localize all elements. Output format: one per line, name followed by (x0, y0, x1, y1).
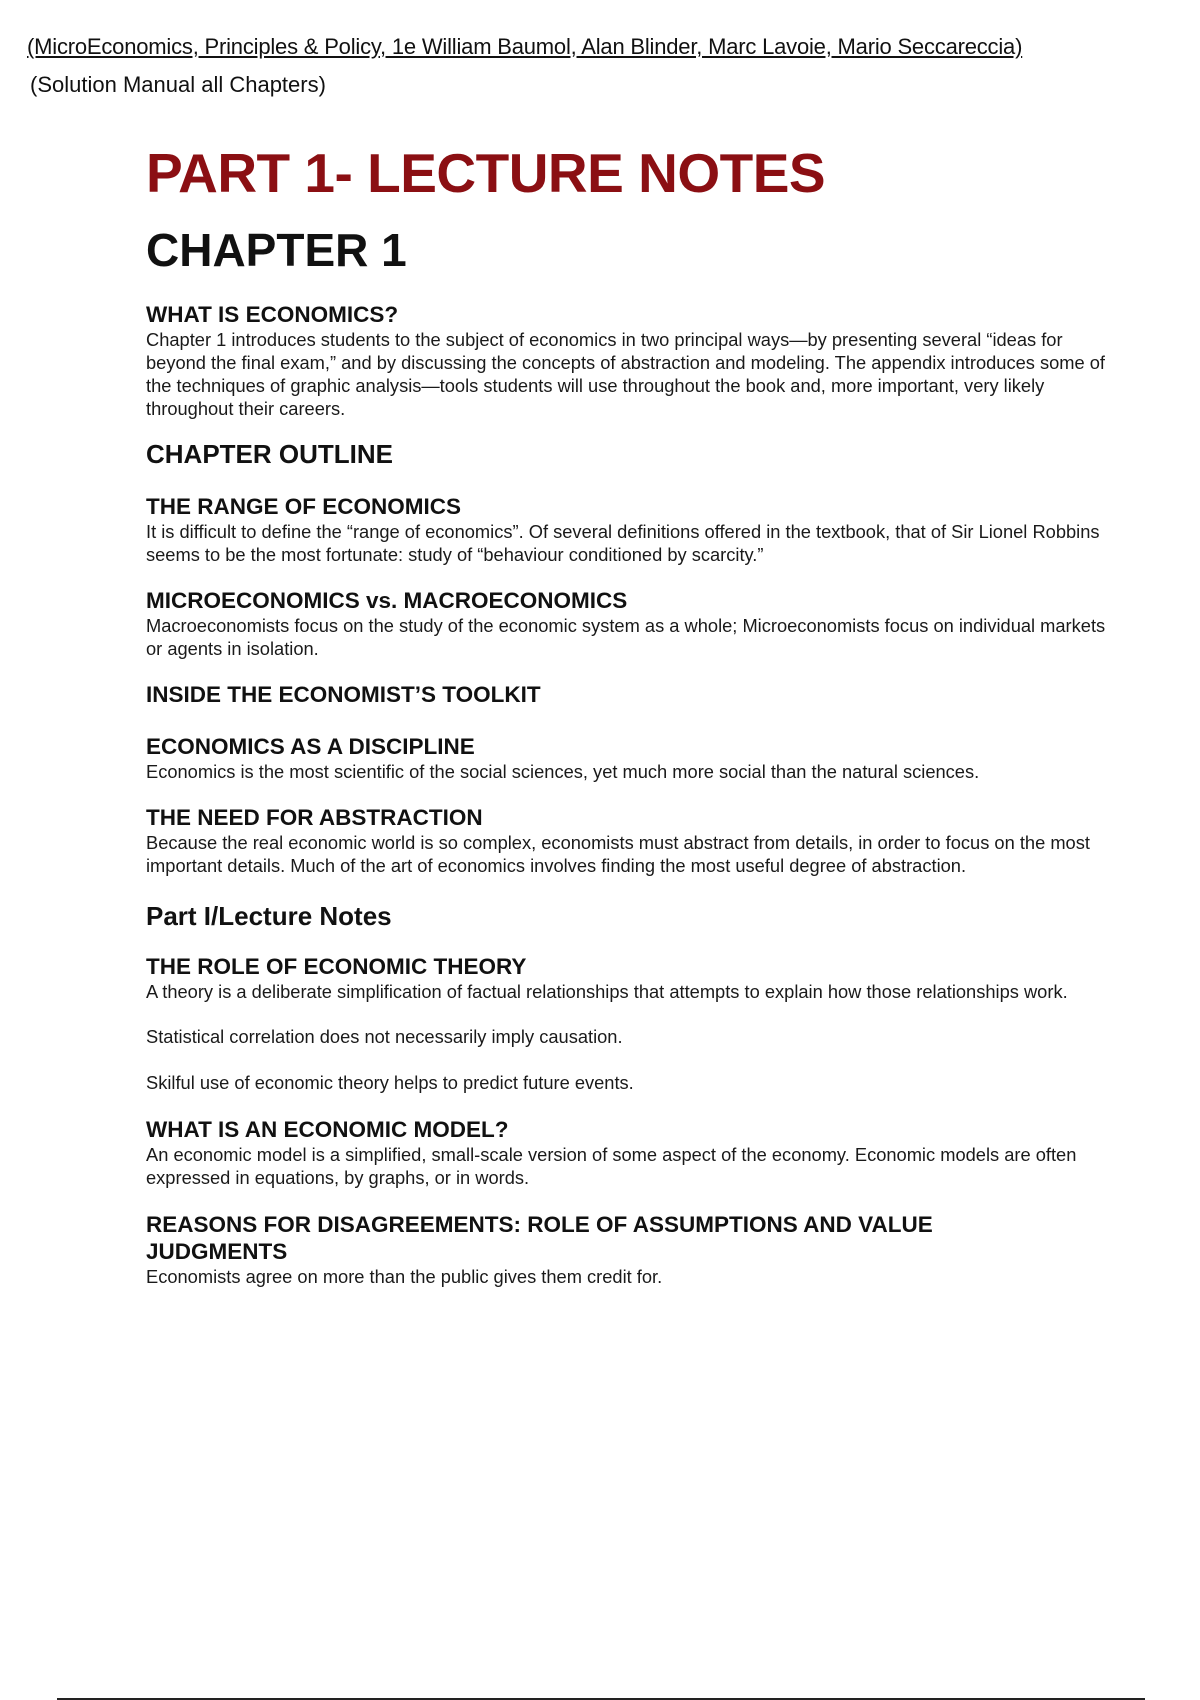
section-economists-toolkit (146, 681, 1106, 708)
section-heading: MICROECONOMICS vs. MACROECONOMICS (146, 588, 628, 613)
section-text: Chapter 1 introduces students to the subject of economics in two principal ways—by presenting several “ideas for beyond the final exam,” and by discussing the concepts of abstraction and modeling. The appendix introduces some of the techniques of graphic analysis—tools students will use throughout the book and, more important, very likely throughout their careers. (146, 329, 1105, 419)
section-range-of-economics (146, 493, 1106, 566)
section-text: Economics is the most scientific of the social sciences, yet much more social than the natural sciences. (146, 761, 980, 782)
source-subtitle: (Solution Manual all Chapters) (30, 72, 326, 97)
section-need-for-abstraction (146, 804, 1106, 877)
section-heading: INSIDE THE ECONOMIST’S TOOLKIT (146, 682, 541, 707)
section-heading: REASONS FOR DISAGREEMENTS: ROLE OF ASSUMPTIONS AND VALUE JUDGMENTS (146, 1212, 933, 1264)
chapter-outline-heading: CHAPTER OUTLINE (146, 439, 393, 469)
section-heading: THE ROLE OF ECONOMIC THEORY (146, 954, 527, 979)
source-title-link[interactable]: (MicroEconomics, Principles & Policy, 1e William Baumol, Alan Blinder, Marc Lavoie, Mario Seccareccia) (27, 34, 1023, 59)
section-text: It is difficult to define the “range of economics”. Of several definitions offered in the textbook, that of Sir Lionel Robbins seems to be the most fortunate: study of “behaviour conditioned by scarcity.” (146, 521, 1100, 565)
section-micro-vs-macro (146, 587, 1106, 660)
section-heading: ECONOMICS AS A DISCIPLINE (146, 734, 475, 759)
section-text: Economists agree on more than the public gives them credit for. (146, 1266, 663, 1287)
section-text: Because the real economic world is so complex, economists must abstract from details, in order to focus on the most important details. Much of the art of economics involves finding the most useful degree of abstraction. (146, 832, 1090, 876)
section-heading: WHAT IS AN ECONOMIC MODEL? (146, 1117, 509, 1142)
section-role-of-theory (146, 953, 1106, 1094)
section-heading: WHAT IS ECONOMICS? (146, 302, 399, 327)
section-text: A theory is a deliberate simplification of factual relationships that attempts to explain how those relationships work. (146, 981, 1068, 1002)
section-what-is-economics (146, 301, 1106, 420)
document-body (146, 140, 1106, 1288)
paragraph: Statistical correlation does not necessarily imply causation. (146, 1026, 623, 1047)
part-lecture-notes-heading: Part I/Lecture Notes (146, 901, 392, 931)
paragraph: Skilful use of economic theory helps to predict future events. (146, 1072, 634, 1093)
section-text: An economic model is a simplified, small-scale version of some aspect of the economy. Economic models are often expressed in equations, by graphs, or in words. (146, 1144, 1077, 1188)
chapter-title: CHAPTER 1 (146, 224, 407, 276)
section-reasons-for-disagreements (146, 1211, 1106, 1288)
section-heading: THE RANGE OF ECONOMICS (146, 494, 462, 519)
section-text: Macroeconomists focus on the study of the economic system as a whole; Microeconomists focus on individual markets or agents in isolation. (146, 615, 1106, 659)
section-heading: THE NEED FOR ABSTRACTION (146, 805, 483, 830)
section-economic-model (146, 1116, 1106, 1189)
section-economics-discipline (146, 733, 1106, 783)
part-title: PART 1- LECTURE NOTES (146, 142, 826, 204)
